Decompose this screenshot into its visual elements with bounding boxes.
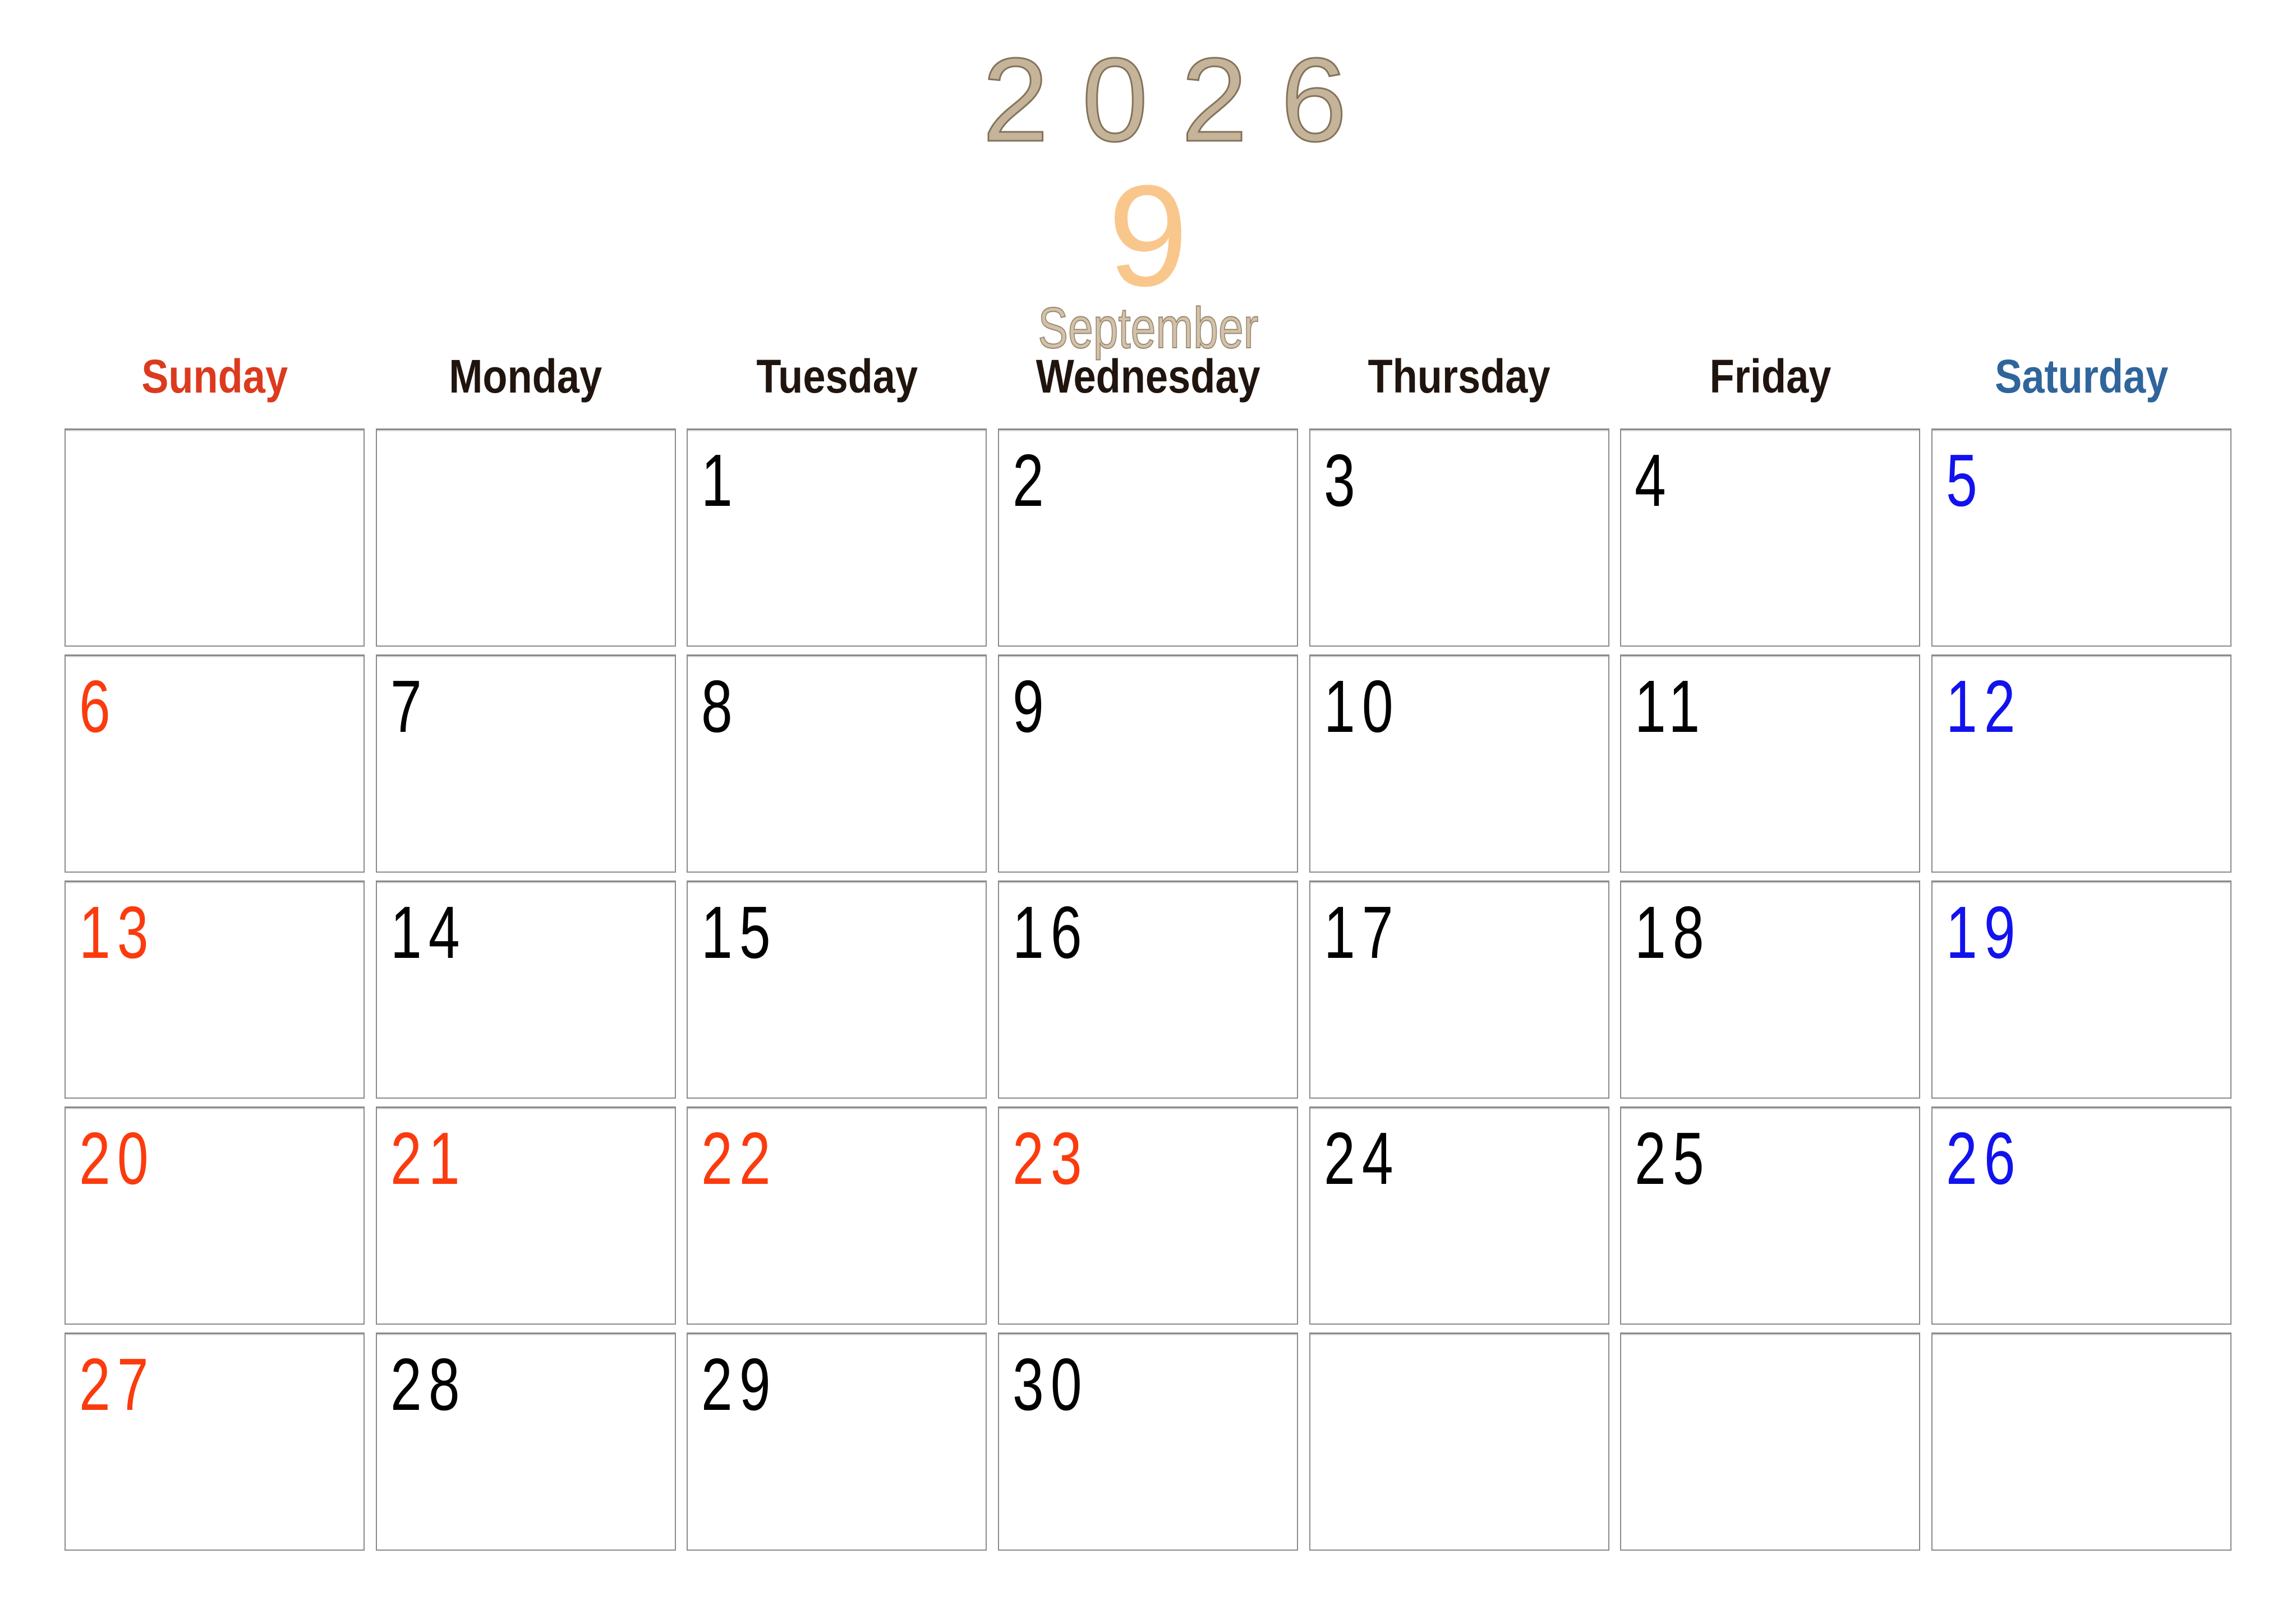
calendar-cell-2: [998, 428, 1298, 647]
month-number: 9: [1108, 155, 1188, 316]
calendar-cell-empty: [376, 428, 676, 647]
day-header-label: Monday: [449, 350, 602, 403]
calendar-grid: [65, 428, 2231, 1551]
calendar-cell-17: [1309, 880, 1609, 1099]
date-number: 2: [1012, 439, 1051, 522]
date-number: 5: [1945, 439, 1984, 522]
calendar-cell-6: [65, 654, 365, 873]
day-header-label: Wednesday: [1036, 350, 1260, 403]
date-number: 16: [1012, 891, 1089, 974]
calendar-cell-29: [687, 1332, 987, 1551]
calendar-cell-22: [687, 1106, 987, 1325]
calendar-cell-18: [1620, 880, 1920, 1099]
calendar-cell-28: [376, 1332, 676, 1551]
day-header-label: Sunday: [141, 350, 288, 403]
date-number: 6: [79, 665, 117, 748]
day-header-label: Thursday: [1368, 350, 1550, 403]
calendar-cell-25: [1620, 1106, 1920, 1325]
day-header-saturday: [1931, 350, 2231, 403]
date-number: 11: [1635, 665, 1707, 748]
date-number: 27: [79, 1343, 155, 1426]
day-header-thursday: [1309, 350, 1609, 403]
date-number: 3: [1323, 439, 1362, 522]
date-number: 15: [701, 891, 777, 974]
calendar-cell-19: [1931, 880, 2231, 1099]
date-number: 20: [79, 1117, 155, 1200]
date-number: 22: [701, 1117, 777, 1200]
month-name: [0, 296, 2296, 360]
day-header-label: Friday: [1709, 350, 1832, 403]
calendar-cell-12: [1931, 654, 2231, 873]
calendar-cell-16: [998, 880, 1298, 1099]
calendar-cell-empty: [1931, 1332, 2231, 1551]
calendar-cell-8: [687, 654, 987, 873]
calendar-cell-7: [376, 654, 676, 873]
date-number: 12: [1945, 665, 2022, 748]
calendar-cell-10: [1309, 654, 1609, 873]
day-header-label: Tuesday: [756, 350, 918, 403]
day-header-tuesday: [687, 350, 987, 403]
date-number: 25: [1635, 1117, 1711, 1200]
date-number: 8: [701, 665, 740, 748]
calendar-cell-13: [65, 880, 365, 1099]
calendar-cell-empty: [65, 428, 365, 647]
date-number: 13: [79, 891, 155, 974]
date-number: 23: [1012, 1117, 1089, 1200]
calendar-cell-1: [687, 428, 987, 647]
date-number: 7: [390, 665, 429, 748]
calendar-cell-9: [998, 654, 1298, 873]
calendar-cell-21: [376, 1106, 676, 1325]
date-number: 17: [1323, 891, 1400, 974]
date-number: 9: [1012, 665, 1051, 748]
calendar-cell-27: [65, 1332, 365, 1551]
date-number: 10: [1323, 665, 1400, 748]
calendar-cell-30: [998, 1332, 1298, 1551]
calendar-cell-26: [1931, 1106, 2231, 1325]
calendar-cell-15: [687, 880, 987, 1099]
date-number: 21: [390, 1117, 467, 1200]
date-number: 1: [701, 439, 740, 522]
calendar-cell-5: [1931, 428, 2231, 647]
calendar-cell-11: [1620, 654, 1920, 873]
weekday-header-row: [65, 350, 2231, 403]
calendar-cell-3: [1309, 428, 1609, 647]
date-number: 14: [390, 891, 467, 974]
date-number: 26: [1945, 1117, 2022, 1200]
day-header-friday: [1620, 350, 1920, 403]
day-header-monday: [376, 350, 676, 403]
calendar-cell-23: [998, 1106, 1298, 1325]
day-header-sunday: [65, 350, 365, 403]
calendar-cell-20: [65, 1106, 365, 1325]
date-number: 19: [1945, 891, 2022, 974]
day-header-wednesday: [998, 350, 1298, 403]
date-number: 30: [1012, 1343, 1089, 1426]
date-number: 4: [1635, 439, 1673, 522]
calendar-cell-24: [1309, 1106, 1609, 1325]
calendar-cell-4: [1620, 428, 1920, 647]
month-name-text: September: [1038, 296, 1258, 360]
calendar-cell-empty: [1309, 1332, 1609, 1551]
date-number: 28: [390, 1343, 467, 1426]
day-header-label: Saturday: [1994, 350, 2169, 403]
year-title: 2026: [982, 33, 1381, 166]
calendar-cell-14: [376, 880, 676, 1099]
date-number: 29: [701, 1343, 777, 1426]
date-number: 24: [1323, 1117, 1400, 1200]
calendar-cell-empty: [1620, 1332, 1920, 1551]
date-number: 18: [1635, 891, 1711, 974]
